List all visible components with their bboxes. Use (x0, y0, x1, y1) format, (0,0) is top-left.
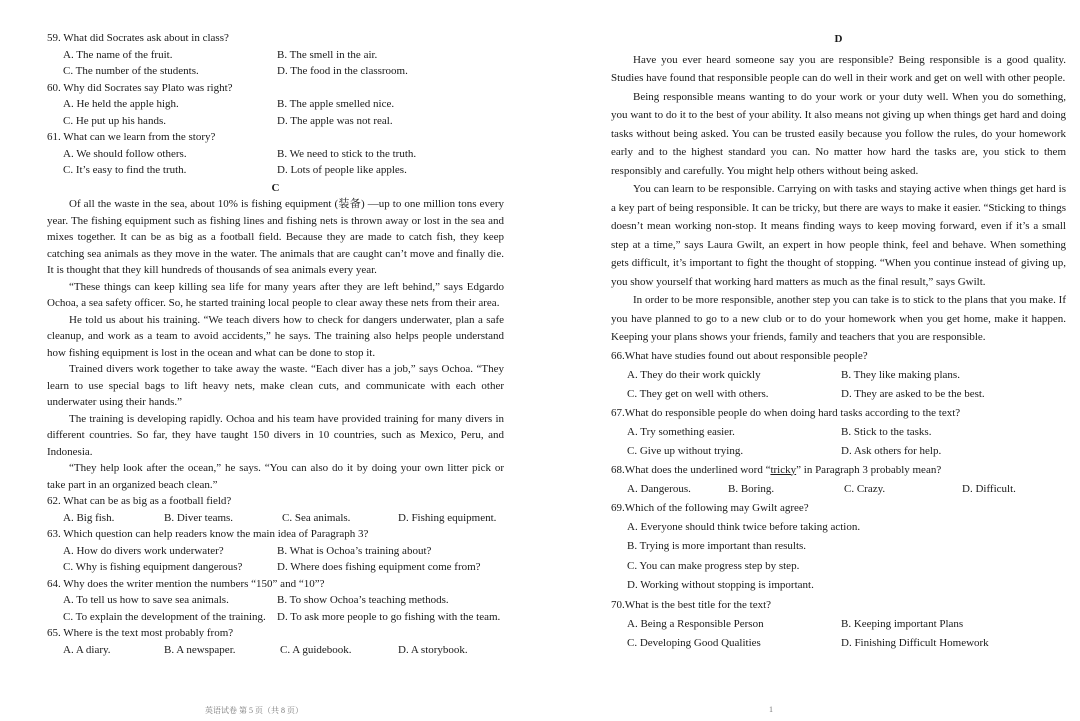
passage-paragraph: “These things can keep killing sea life for many years after they are left behind,” says Edgardo Ochoa, a sea safety officer. So, he started training local people to clear away these nets from their area. (47, 280, 504, 309)
option: A. Try something easier. (627, 425, 735, 438)
question-68-text: ” in Paragraph 3 probably mean? (796, 463, 942, 476)
question-67: 67.What do responsible people do when doing hard tasks according to the text? (611, 406, 961, 419)
passage-paragraph: You can learn to be responsible. Carrying on with tasks and staying active when things get hard is a key part of being responsible. It can be tricky, but there are ways to make it easier. “Sticking to things doesn’t mean working non-stop. It means finding ways to keep moving forward, even if it’s a small step at a time,” says Laura Gwilt, an expert in how people think, feel and behave. When something gets difficult, it’s important to fight the thought of stopping. “When you continue instead of giving up, you show yourself that working hard matters as much as the final result,” says Gwilt. (611, 183, 1066, 288)
question-62-options (47, 510, 504, 527)
question-60: 60. Why did Socrates say Plato was right? (47, 81, 233, 94)
option: D. Finishing Difficult Homework (841, 636, 989, 649)
option: B. A newspaper. (164, 643, 236, 656)
underlined-word: tricky (770, 463, 797, 476)
passage-paragraph: The training is developing rapidly. Ochoa and his team have provided training for many divers in different countries. So far, they have taught 150 divers in 10 countries, such as Mexico, Peru, and Indonesia. (47, 412, 504, 458)
option: A. Being a Responsible Person (627, 617, 764, 630)
option: B. To show Ochoa’s teaching methods. (277, 594, 449, 606)
option: A. They do their work quickly (627, 368, 761, 381)
question-63-options (47, 543, 504, 576)
option: D. Ask others for help. (841, 444, 942, 457)
question-61: 61. What can we learn from the story? (47, 131, 216, 143)
question-67-options (611, 423, 1066, 461)
passage-paragraph: Have you ever heard someone say you are responsible? Being responsible is a good quality. Studies have found that responsible people can do well in their work and get on well with other people. (611, 53, 1066, 84)
option: A. To tell us how to save sea animals. (63, 594, 229, 606)
question-65-options (47, 642, 504, 659)
passage-paragraph: Being responsible means wanting to do your work or your duty well. When you do something, you want to do it to the best of your ability. It also means not giving up when things get hard and doing tasks without being asked. You can be trusted easily because you follow the rules, do your homework early and to the highest standard you can. No matter how hard the tasks are, you stick to them responsibly and carefully. You might help others without being asked. (611, 90, 1066, 177)
option: A. Everyone should think twice before taking action. (627, 520, 861, 533)
option: D. The food in the classroom. (277, 65, 408, 77)
option: D. Difficult. (962, 482, 1016, 495)
option: D. To ask more people to go fishing with the team. (277, 610, 501, 623)
option: C. He put up his hands. (63, 114, 166, 127)
option: B. Stick to the tasks. (841, 425, 932, 438)
question-61-options (47, 146, 504, 179)
question-63: 63. Which question can help readers know the main idea of Paragraph 3? (47, 528, 369, 540)
option: B. They like making plans. (841, 368, 960, 381)
option: A. Big fish. (63, 511, 115, 524)
option: C. Developing Good Qualities (627, 636, 761, 649)
question-64-options (47, 592, 504, 625)
option: C. The number of the students. (63, 65, 199, 77)
page-footer: 1 (769, 705, 773, 714)
left-page (47, 30, 504, 658)
question-70: 70.What is the best title for the text? (611, 598, 772, 611)
option: B. Boring. (728, 482, 775, 495)
page-footer: 英语试卷 第 5 页（共 8 页） (205, 706, 303, 715)
option: B. Trying is more important than results. (627, 540, 807, 552)
option: C. Give up without trying. (627, 444, 744, 457)
question-59: 59. What did Socrates ask about in class? (47, 32, 229, 44)
question-62: 62. What can be as big as a football field? (47, 495, 232, 507)
question-69-options (611, 518, 1066, 596)
passage-paragraph: “They help look after the ocean,” he says. “You can also do it by doing your own litter pick or take part in an organized beach clean.” (47, 462, 504, 491)
option: B. Keeping important Plans (841, 617, 964, 630)
option: D. They are asked to be the best. (841, 387, 985, 400)
option: A. A diary. (63, 643, 111, 656)
question-70-options (611, 615, 1066, 653)
question-66: 66.What have studies found out about responsible people? (611, 349, 868, 362)
option: B. Diver teams. (164, 511, 234, 524)
option: B. What is Ochoa’s training about? (277, 544, 432, 557)
option: B. The smell in the air. (277, 48, 378, 61)
option: C. Why is fishing equipment dangerous? (63, 561, 243, 573)
option: D. Fishing equipment. (398, 511, 497, 524)
option: C. They get on well with others. (627, 387, 769, 400)
option: C. You can make progress step by step. (627, 559, 800, 572)
option: C. Crazy. (844, 482, 886, 495)
right-page (611, 30, 1066, 653)
passage-paragraph: Of all the waste in the sea, about 10% is fishing equipment (装备) —up to one million tons every year. The fishing equipment such as fishing lines and fishing nets is thrown away or lost in the sea and mixes together. It can be as big as a football field. Because they are made to catch fish, they keep catching sea animals as they move in the water. The animals that are caught can’t move and finally die. It is thought that they kill hundreds of thousands of sea animals every year. (47, 198, 504, 276)
question-68-options (611, 480, 1066, 499)
question-68 (611, 461, 1066, 480)
passage-paragraph: In order to be more responsible, another step you can take is to stick to the plans that you make. If you have planned to go to a new club or to do your homework when you get home, make it happen. Keeping your plans shows your friends, family and teachers that you are responsible. (611, 294, 1066, 343)
option: A. How do divers work underwater? (63, 544, 224, 557)
option: D. Where does fishing equipment come from? (277, 561, 481, 573)
option: B. The apple smelled nice. (277, 98, 395, 110)
passage-paragraph: Trained divers work together to take away the waste. “Each diver has a job,” says Ochoa. “They learn to use special bags to lift heavy nets, make clean cuts, and communicate with each other underwater using their hands.” (47, 363, 504, 408)
question-68-text: 68.What does the underlined word “ (611, 463, 771, 476)
option: A. He held the apple high. (63, 98, 179, 110)
option: D. Lots of people like apples. (277, 164, 407, 176)
question-65: 65. Where is the text most probably from? (47, 627, 234, 639)
question-66-options (611, 366, 1066, 404)
section-d-heading: D (834, 33, 843, 45)
question-64: 64. Why does the writer mention the numbers “150” and “10”? (47, 577, 325, 590)
option: B. We need to stick to the truth. (277, 147, 417, 160)
option: A. Dangerous. (627, 482, 691, 495)
option: D. A storybook. (398, 643, 468, 656)
option: C. To explain the development of the training. (63, 610, 266, 623)
question-69: 69.Which of the following may Gwilt agree? (611, 501, 809, 514)
option: D. Working without stopping is important. (627, 579, 814, 591)
option: A. We should follow others. (63, 147, 187, 160)
option: C. It’s easy to find the truth. (63, 164, 187, 176)
option: C. Sea animals. (282, 511, 351, 524)
section-c-heading: C (271, 181, 280, 194)
option: C. A guidebook. (280, 643, 352, 656)
option: D. The apple was not real. (277, 114, 393, 127)
question-59-options (47, 47, 504, 80)
question-60-options (47, 96, 504, 129)
option: A. The name of the fruit. (63, 48, 173, 61)
passage-paragraph: He told us about his training. “We teach divers how to check for dangers underwater, plan a safe cleanup, and work as a team to avoid accidents,” he says. The training also helps people understand how fishing equipment is lost in the ocean and what can be done to stop it. (47, 313, 504, 359)
